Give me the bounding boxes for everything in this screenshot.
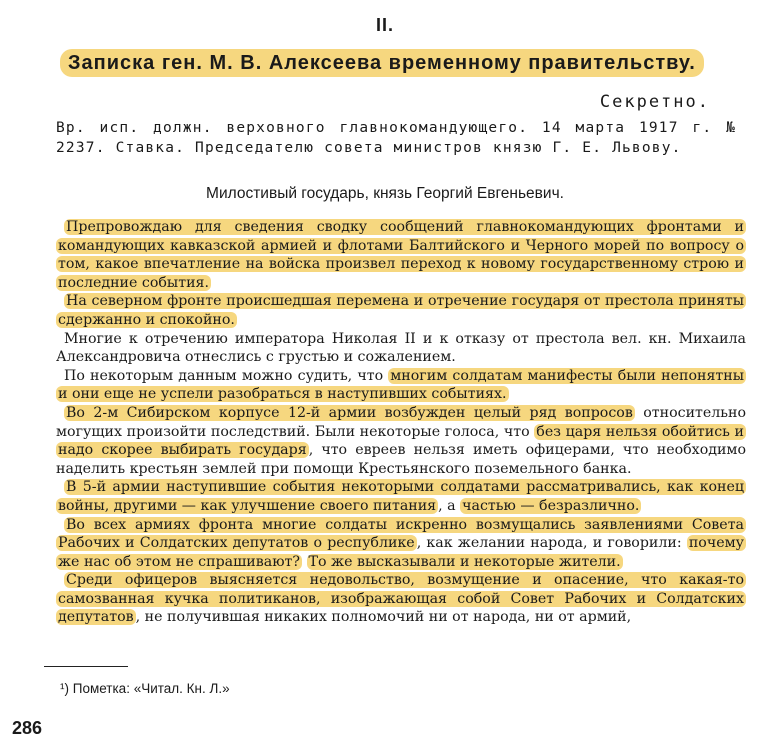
- paragraph-4: [56, 367, 746, 404]
- text-p7-d: [302, 554, 307, 570]
- paragraph-7: [56, 516, 746, 572]
- highlight-p1: Препровождаю для сведения сводку сообщений главнокомандующих фронтами и командующих кавказской армией и флотами Балтийского и Черного морей по вопросу о том, какое впечатление на войска произвел переход к новому государственному строю и последние события.: [58, 219, 744, 291]
- document-body: [56, 218, 746, 627]
- highlight-p8-a: Среди офицеров выясняется недовольство, возмущение и опасение, что какая-то самозванная кучка политиканов, изображающая собой Совет Рабочих и Солдатских депутатов: [58, 572, 744, 626]
- paragraph-6: [56, 478, 746, 515]
- page-number: 286: [12, 718, 43, 738]
- paragraph-2: [56, 292, 746, 329]
- highlight-p6-c: частью — безразлично.: [462, 497, 640, 514]
- highlight-p7-a: Во всех армиях фронта многие солдаты искренно возмущались заявлениями Совета Рабочих и Солдатских депутатов о республике: [58, 516, 744, 552]
- highlight-p5-c: без царя нельзя обойтись и надо скорее выбирать государя: [58, 423, 745, 459]
- document-title: [60, 52, 720, 75]
- text-p8-b: , не получившая никаких полномочий ни от народа, ни от армий,: [135, 609, 632, 626]
- highlight-p5-a: Во 2-м Сибирском корпусе 12-й армии возбужден целый ряд вопросов: [66, 404, 633, 421]
- footnote: ¹) Пометка: «Читал. Кн. Л.»: [60, 681, 230, 696]
- paragraph-5: [56, 404, 746, 478]
- highlight-p7-c: почему же нас об этом не спрашивают?: [58, 535, 744, 570]
- paragraph-8: [56, 571, 746, 627]
- paragraph-1: [56, 218, 746, 292]
- text-p7-b: , как желании народа, и говорили:: [416, 535, 687, 552]
- title-highlight: Записка ген. М. В. Алексеева временному правительству.: [60, 49, 704, 77]
- paragraph-3: Многие к отречению императора Николая II и к отказу от престола вел. кн. Михаила Александровича отнеслись с грустью и сожалением.: [56, 330, 746, 366]
- text-p5-d: , что евреев нельзя иметь офицерами, что необходимо наделить крестьян землей при помощи Крестьянского поземельного банка.: [56, 442, 746, 477]
- section-number: II.: [375, 15, 394, 35]
- highlight-p2: На северном фронте происшедшая перемена и отречение государя от престола приняты сдержанно и спокойно.: [58, 293, 744, 328]
- salutation: Милостивый государь, князь Георгий Евгеньевич.: [206, 185, 564, 202]
- document-header: Вр. исп. должн. верховного главнокомандующего. 14 марта 1917 г. № 2237. Ставка. Председателю совета министров князю Г. Е. Львову.: [56, 120, 736, 156]
- highlight-p6-a: В 5-й армии наступившие события некоторыми солдатами рассматривались, как конец войны, другими — как улучшение своего питания: [58, 479, 744, 514]
- highlight-p7-e: То же высказывали и некоторые жители.: [308, 553, 621, 570]
- text-p5-b: относительно могущих произойти последствий. Были некоторые голоса, что: [56, 404, 747, 440]
- highlight-p4: многим солдатам манифесты были непонятны и они еще не успели разобраться в наступивших событиях.: [58, 367, 744, 403]
- footnote-divider: [44, 666, 128, 667]
- text-p4-a: По некоторым данным можно судить, что: [64, 367, 389, 384]
- text-p6-b: , а: [438, 497, 461, 514]
- classification-label: Секретно.: [599, 92, 710, 112]
